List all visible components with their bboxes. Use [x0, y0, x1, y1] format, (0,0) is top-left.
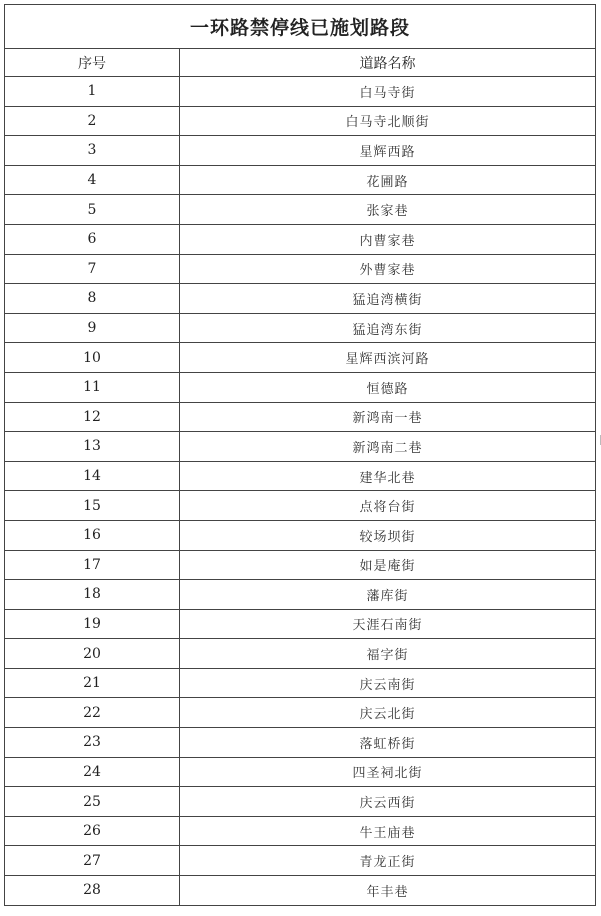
- table-body: [5, 77, 596, 906]
- table-row: [5, 136, 596, 166]
- table-row: [5, 520, 596, 550]
- row-number: 15: [5, 491, 180, 521]
- table-row: [5, 609, 596, 639]
- title-row: [5, 5, 596, 49]
- row-number: 6: [5, 224, 180, 254]
- header-row: [5, 49, 596, 77]
- table-row: [5, 106, 596, 136]
- row-number: 2: [5, 106, 180, 136]
- row-number: 3: [5, 136, 180, 166]
- table-row: [5, 372, 596, 402]
- road-name: 新鸿南二巷: [180, 432, 596, 462]
- road-name: 点将台街: [180, 491, 596, 521]
- road-name: 外曹家巷: [180, 254, 596, 284]
- road-name: 天涯石南街: [180, 609, 596, 639]
- road-name: 花圃路: [180, 165, 596, 195]
- column-header-number: 序号: [5, 49, 180, 77]
- row-number: 9: [5, 313, 180, 343]
- row-number: 25: [5, 787, 180, 817]
- table-row: [5, 402, 596, 432]
- table-row: [5, 580, 596, 610]
- row-number: 16: [5, 520, 180, 550]
- road-name: 落虹桥街: [180, 728, 596, 758]
- page-edge-mark: [594, 435, 601, 445]
- table-row: [5, 195, 596, 225]
- table-row: [5, 343, 596, 373]
- table-row: [5, 876, 596, 906]
- table-row: [5, 77, 596, 107]
- road-name: 庆云西街: [180, 787, 596, 817]
- row-number: 13: [5, 432, 180, 462]
- table-row: [5, 816, 596, 846]
- table-row: [5, 846, 596, 876]
- row-number: 24: [5, 757, 180, 787]
- road-name: 内曹家巷: [180, 224, 596, 254]
- table-row: [5, 787, 596, 817]
- row-number: 17: [5, 550, 180, 580]
- road-name: 猛追湾横街: [180, 284, 596, 314]
- road-name: 如是庵街: [180, 550, 596, 580]
- table-row: [5, 461, 596, 491]
- row-number: 20: [5, 639, 180, 669]
- row-number: 5: [5, 195, 180, 225]
- table-row: [5, 668, 596, 698]
- row-number: 28: [5, 876, 180, 906]
- road-name: 牛王庙巷: [180, 816, 596, 846]
- road-name: 恒德路: [180, 372, 596, 402]
- table-row: [5, 757, 596, 787]
- road-name: 星辉西路: [180, 136, 596, 166]
- row-number: 22: [5, 698, 180, 728]
- table-title: 一环路禁停线已施划路段: [5, 5, 596, 49]
- road-name: 福字街: [180, 639, 596, 669]
- row-number: 21: [5, 668, 180, 698]
- row-number: 7: [5, 254, 180, 284]
- table-row: [5, 698, 596, 728]
- road-name: 张家巷: [180, 195, 596, 225]
- road-name: 建华北巷: [180, 461, 596, 491]
- row-number: 11: [5, 372, 180, 402]
- row-number: 19: [5, 609, 180, 639]
- road-name: 青龙正街: [180, 846, 596, 876]
- road-name: 白马寺北顺街: [180, 106, 596, 136]
- row-number: 26: [5, 816, 180, 846]
- row-number: 27: [5, 846, 180, 876]
- table-row: [5, 254, 596, 284]
- row-number: 18: [5, 580, 180, 610]
- column-header-road-name: 道路名称: [180, 49, 596, 77]
- table-row: [5, 491, 596, 521]
- road-name: 猛追湾东街: [180, 313, 596, 343]
- road-name: 藩库街: [180, 580, 596, 610]
- road-name: 庆云南街: [180, 668, 596, 698]
- table-row: [5, 432, 596, 462]
- table-row: [5, 224, 596, 254]
- road-name: 新鸿南一巷: [180, 402, 596, 432]
- row-number: 14: [5, 461, 180, 491]
- table-row: [5, 728, 596, 758]
- road-list-document: [4, 4, 595, 906]
- table-row: [5, 165, 596, 195]
- table-row: [5, 550, 596, 580]
- road-name: 庆云北街: [180, 698, 596, 728]
- road-table: [4, 4, 596, 906]
- road-name: 四圣祠北街: [180, 757, 596, 787]
- road-name: 较场坝街: [180, 520, 596, 550]
- table-row: [5, 284, 596, 314]
- road-name: 星辉西滨河路: [180, 343, 596, 373]
- row-number: 10: [5, 343, 180, 373]
- road-name: 白马寺街: [180, 77, 596, 107]
- row-number: 23: [5, 728, 180, 758]
- row-number: 1: [5, 77, 180, 107]
- table-row: [5, 639, 596, 669]
- table-row: [5, 313, 596, 343]
- row-number: 8: [5, 284, 180, 314]
- row-number: 4: [5, 165, 180, 195]
- road-name: 年丰巷: [180, 876, 596, 906]
- row-number: 12: [5, 402, 180, 432]
